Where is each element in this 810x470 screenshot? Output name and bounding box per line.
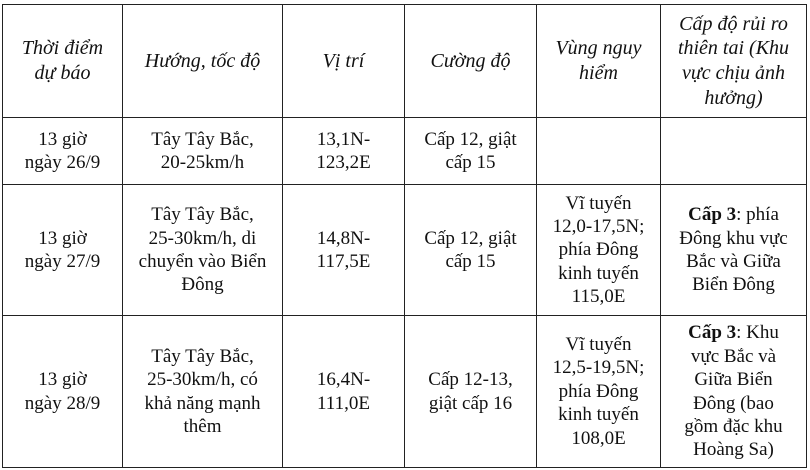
risk-area-text: : Khu vực Bắc và Giữa Biển Đông (bao gồm đặc khu Hoàng Sa) (684, 322, 783, 461)
header-danger-zone: Vùng nguy hiểm (537, 5, 661, 118)
cell-risk-level (661, 118, 807, 185)
cell-danger-zone (537, 118, 661, 185)
header-position: Vị trí (283, 5, 405, 118)
risk-level-label: Cấp 3 (688, 204, 737, 226)
cell-intensity: Cấp 12, giật cấp 15 (405, 185, 537, 316)
table-row (3, 118, 807, 185)
header-risk-level: Cấp độ rủi ro thiên tai (Khu vực chịu ảnh hưởng) (661, 5, 807, 118)
header-forecast-time: Thời điểm dự báo (3, 5, 123, 118)
cell-intensity: Cấp 12, giật cấp 15 (405, 118, 537, 185)
cell-danger-zone: Vĩ tuyến 12,5-19,5N; phía Đông kinh tuyến 108,0E (537, 316, 661, 468)
cell-position: 13,1N- 123,2E (283, 118, 405, 185)
header-direction-speed: Hướng, tốc độ (123, 5, 283, 118)
cell-risk-level (661, 185, 807, 316)
cell-time: 13 giờ ngày 26/9 (3, 118, 123, 185)
header-row (3, 5, 807, 118)
cell-position: 16,4N- 111,0E (283, 316, 405, 468)
cell-position: 14,8N- 117,5E (283, 185, 405, 316)
cell-time: 13 giờ ngày 28/9 (3, 316, 123, 468)
cell-risk-level (661, 316, 807, 468)
forecast-table (2, 4, 807, 468)
risk-level-label: Cấp 3 (688, 322, 737, 344)
cell-intensity: Cấp 12-13, giật cấp 16 (405, 316, 537, 468)
cell-danger-zone: Vĩ tuyến 12,0-17,5N; phía Đông kinh tuyến 115,0E (537, 185, 661, 316)
cell-direction-speed: Tây Tây Bắc, 25-30km/h, có khả năng mạnh thêm (123, 316, 283, 468)
table-row (3, 316, 807, 468)
cell-time: 13 giờ ngày 27/9 (3, 185, 123, 316)
risk-area-text: : phía Đông khu vực Bắc và Giữa Biển Đông (679, 204, 788, 296)
cell-direction-speed: Tây Tây Bắc, 25-30km/h, di chuyển vào Biển Đông (123, 185, 283, 316)
cell-direction-speed: Tây Tây Bắc, 20-25km/h (123, 118, 283, 185)
header-intensity: Cường độ (405, 5, 537, 118)
table-row (3, 185, 807, 316)
